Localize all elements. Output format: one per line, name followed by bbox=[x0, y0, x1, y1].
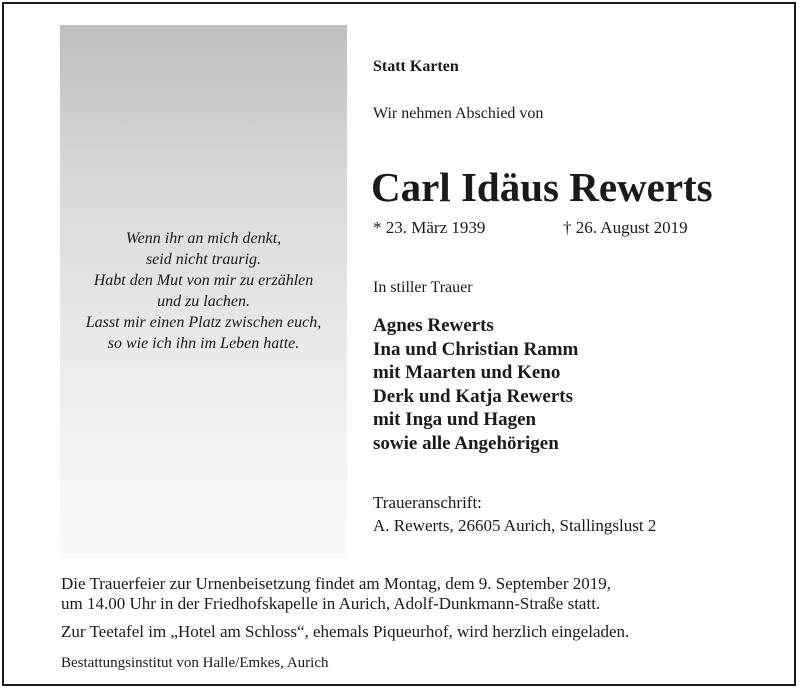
poem bbox=[60, 228, 347, 354]
mourner-line: mit Inga und Hagen bbox=[373, 409, 537, 430]
birth-date: * 23. März 1939 bbox=[373, 218, 486, 237]
poem-line: seid nicht traurig. bbox=[145, 251, 262, 268]
deceased-name: Carl Idäus Rewerts bbox=[371, 164, 713, 210]
ceremony-line: Die Trauerfeier zur Urnenbeisetzung findet am Montag, dem 9. September 2019, bbox=[61, 574, 611, 593]
death-date: † 26. August 2019 bbox=[563, 218, 688, 237]
mourner-line: Ina und Christian Ramm bbox=[373, 338, 579, 360]
mourning-label: In stiller Trauer bbox=[373, 279, 473, 296]
farewell-text: Wir nehmen Abschied von bbox=[373, 105, 544, 122]
poem-line: Lasst mir einen Platz zwischen euch, bbox=[85, 314, 322, 331]
mourner-line: Agnes Rewerts bbox=[373, 315, 494, 336]
mourners-list bbox=[373, 314, 578, 455]
mourner-line: mit Maarten und Keno bbox=[373, 362, 561, 383]
poem-line: und zu lachen. bbox=[157, 293, 250, 310]
ceremony-text bbox=[61, 574, 611, 614]
address-label: Traueranschrift: bbox=[373, 493, 482, 512]
poem-line: so wie ich ihn im Leben hatte. bbox=[107, 335, 300, 352]
mourner-line: sowie alle Angehörigen bbox=[373, 432, 559, 454]
poem-line: Habt den Mut von mir zu erzählen bbox=[93, 272, 314, 289]
poem-line: Wenn ihr an mich denkt, bbox=[125, 230, 282, 247]
invitation-text: Zur Teetafel im „Hotel am Schloss“, ehemals Piqueurhof, wird herzlich eingeladen. bbox=[61, 622, 630, 641]
mourner-line: Derk und Katja Rewerts bbox=[373, 385, 574, 407]
address-value: A. Rewerts, 26605 Aurich, Stallingslust 2 bbox=[373, 516, 657, 535]
intro-label: Statt Karten bbox=[373, 58, 459, 75]
ceremony-line: um 14.00 Uhr in der Friedhofskapelle in Aurich, Adolf-Dunkmann-Straße statt. bbox=[61, 594, 601, 613]
funeral-home: Bestattungsinstitut von Halle/Emkes, Aurich bbox=[61, 655, 329, 671]
